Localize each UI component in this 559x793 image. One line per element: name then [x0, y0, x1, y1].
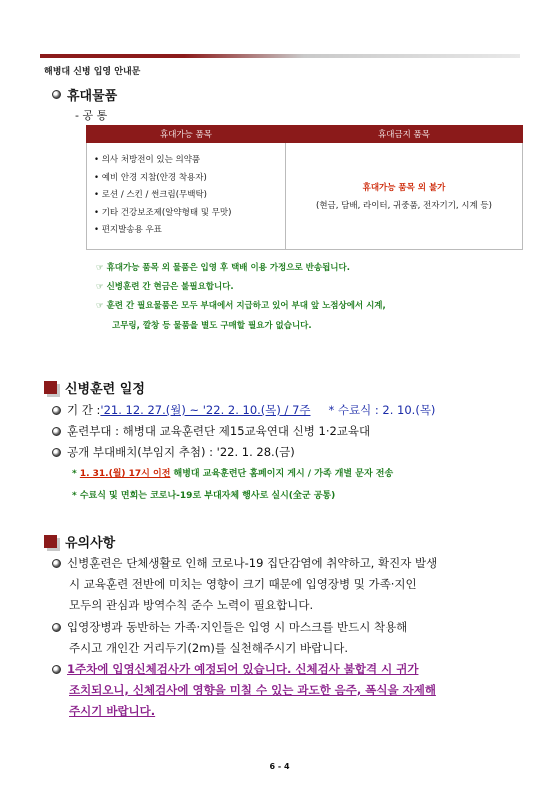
allowed-items-list	[88, 144, 284, 248]
schedule-unit-line	[52, 423, 370, 439]
unit-text: 훈련부대 : 해병대 교육훈련단 제15교육연대 신병 1·2교육대	[67, 424, 371, 438]
schedule-section-title	[44, 378, 145, 397]
caution-paragraph-3	[52, 659, 436, 722]
allowed-items-cell	[87, 143, 286, 250]
circle-bullet-icon	[52, 448, 61, 457]
forbidden-items-cell	[286, 143, 523, 250]
caution-p3-line: 1주차에 입영신체검사가 예정되어 있습니다. 신체검사 불합격 시 귀가	[67, 662, 419, 676]
note1-rest: 해병대 교육훈련단 홈페이지 게시 / 가족 개별 문자 전송	[170, 469, 394, 479]
forbidden-title: 휴대가능 품목 외 불가	[362, 182, 446, 193]
caution-p2-line: 입영장병과 동반하는 가족·지인들은 입영 시 마스크를 반드시 착용해	[67, 620, 408, 634]
forbidden-description: (현금, 담배, 라이터, 귀중품, 전자기기, 시계 등)	[316, 200, 492, 211]
caution-p3-line: 조치되오니, 신체검사에 영향을 미칠 수 있는 과도한 음주, 폭식을 자제해	[69, 683, 436, 697]
carry-note-1: ☞ 휴대가능 품목 외 물품은 입영 후 택배 이용 가정으로 반송됩니다.	[96, 263, 350, 273]
caution-p3-line: 주시기 바랍니다.	[69, 704, 156, 718]
circle-bullet-icon	[52, 427, 61, 436]
carry-title-text: 휴대물품	[67, 89, 118, 104]
schedule-title-text: 신병훈련 일정	[65, 382, 145, 397]
period-value: '21. 12. 27.(월) ~ '22. 2. 10.(목) / 7주	[100, 403, 311, 417]
document-header: 해병대 신병 입영 안내문	[44, 67, 141, 77]
circle-bullet-icon	[52, 406, 61, 415]
schedule-note-2: * 수료식 및 면회는 코로나-19로 부대자체 행사로 실시(全군 공통)	[72, 491, 336, 501]
circle-bullet-icon	[52, 90, 61, 99]
list-item: • 예비 안경 지참(안경 착용자)	[94, 170, 284, 188]
square-bullet-icon	[44, 381, 57, 394]
note1-prefix: *	[72, 469, 80, 479]
circle-bullet-icon	[52, 623, 61, 632]
circle-bullet-icon	[52, 559, 61, 568]
square-bullet-icon	[44, 535, 57, 548]
caution-paragraph-1	[52, 553, 437, 616]
caution-title-text: 유의사항	[65, 536, 116, 551]
caution-p1-line: 모두의 관심과 방역수칙 준수 노력이 필요합니다.	[69, 598, 314, 612]
carry-section-title	[52, 85, 117, 104]
note1-date: 1. 31.(월) 17시 이전	[79, 469, 171, 479]
schedule-note-1	[72, 466, 393, 479]
list-item: • 의사 처방전이 있는 의약품	[94, 152, 284, 170]
carry-note-3: ☞ 훈련 간 필요물품은 모두 부대에서 지급하고 있어 부대 앞 노점상에서 시계,	[96, 301, 386, 311]
caution-p2-line: 주시고 개인간 거리두기(2m)를 실천해주시기 바랍니다.	[69, 641, 349, 655]
completion-date: * 수료식 : 2. 10.(목)	[328, 403, 436, 417]
carry-note-2: ☞ 신병훈련 간 현금은 불필요합니다.	[96, 282, 234, 292]
caution-paragraph-2	[52, 617, 407, 659]
carry-items-table	[86, 125, 523, 250]
schedule-assign-line	[52, 444, 295, 460]
caution-section-title	[44, 532, 115, 551]
carry-subtitle: - 공 통	[75, 109, 108, 122]
page-number: 6 - 4	[269, 762, 290, 771]
table-header-forbidden: 휴대금지 품목	[286, 126, 523, 143]
header-rule	[40, 54, 520, 58]
circle-bullet-icon	[52, 665, 61, 674]
list-item: • 편지발송용 우표	[94, 222, 284, 240]
caution-p1-line: 시 교육훈련 전반에 미치는 영향이 크기 때문에 입영장병 및 가족·지인	[69, 577, 417, 591]
period-label: 기 간 :	[67, 403, 101, 417]
caution-p1-line: 신병훈련은 단체생활로 인해 코로나-19 집단감염에 취약하고, 확진자 발생	[67, 556, 438, 570]
list-item: • 기타 건강보조제(알약형태 및 무맛)	[94, 205, 284, 223]
list-item: • 로션 / 스킨 / 썬크림(무백탁)	[94, 187, 284, 205]
carry-note-4: 고무링, 깔창 등 물품을 별도 구매할 필요가 없습니다.	[112, 321, 312, 331]
table-header-allowed: 휴대가능 품목	[87, 126, 286, 143]
schedule-period-line	[52, 402, 435, 418]
assign-text: 공개 부대배치(부임지 추첨) : '22. 1. 28.(금)	[67, 445, 295, 459]
